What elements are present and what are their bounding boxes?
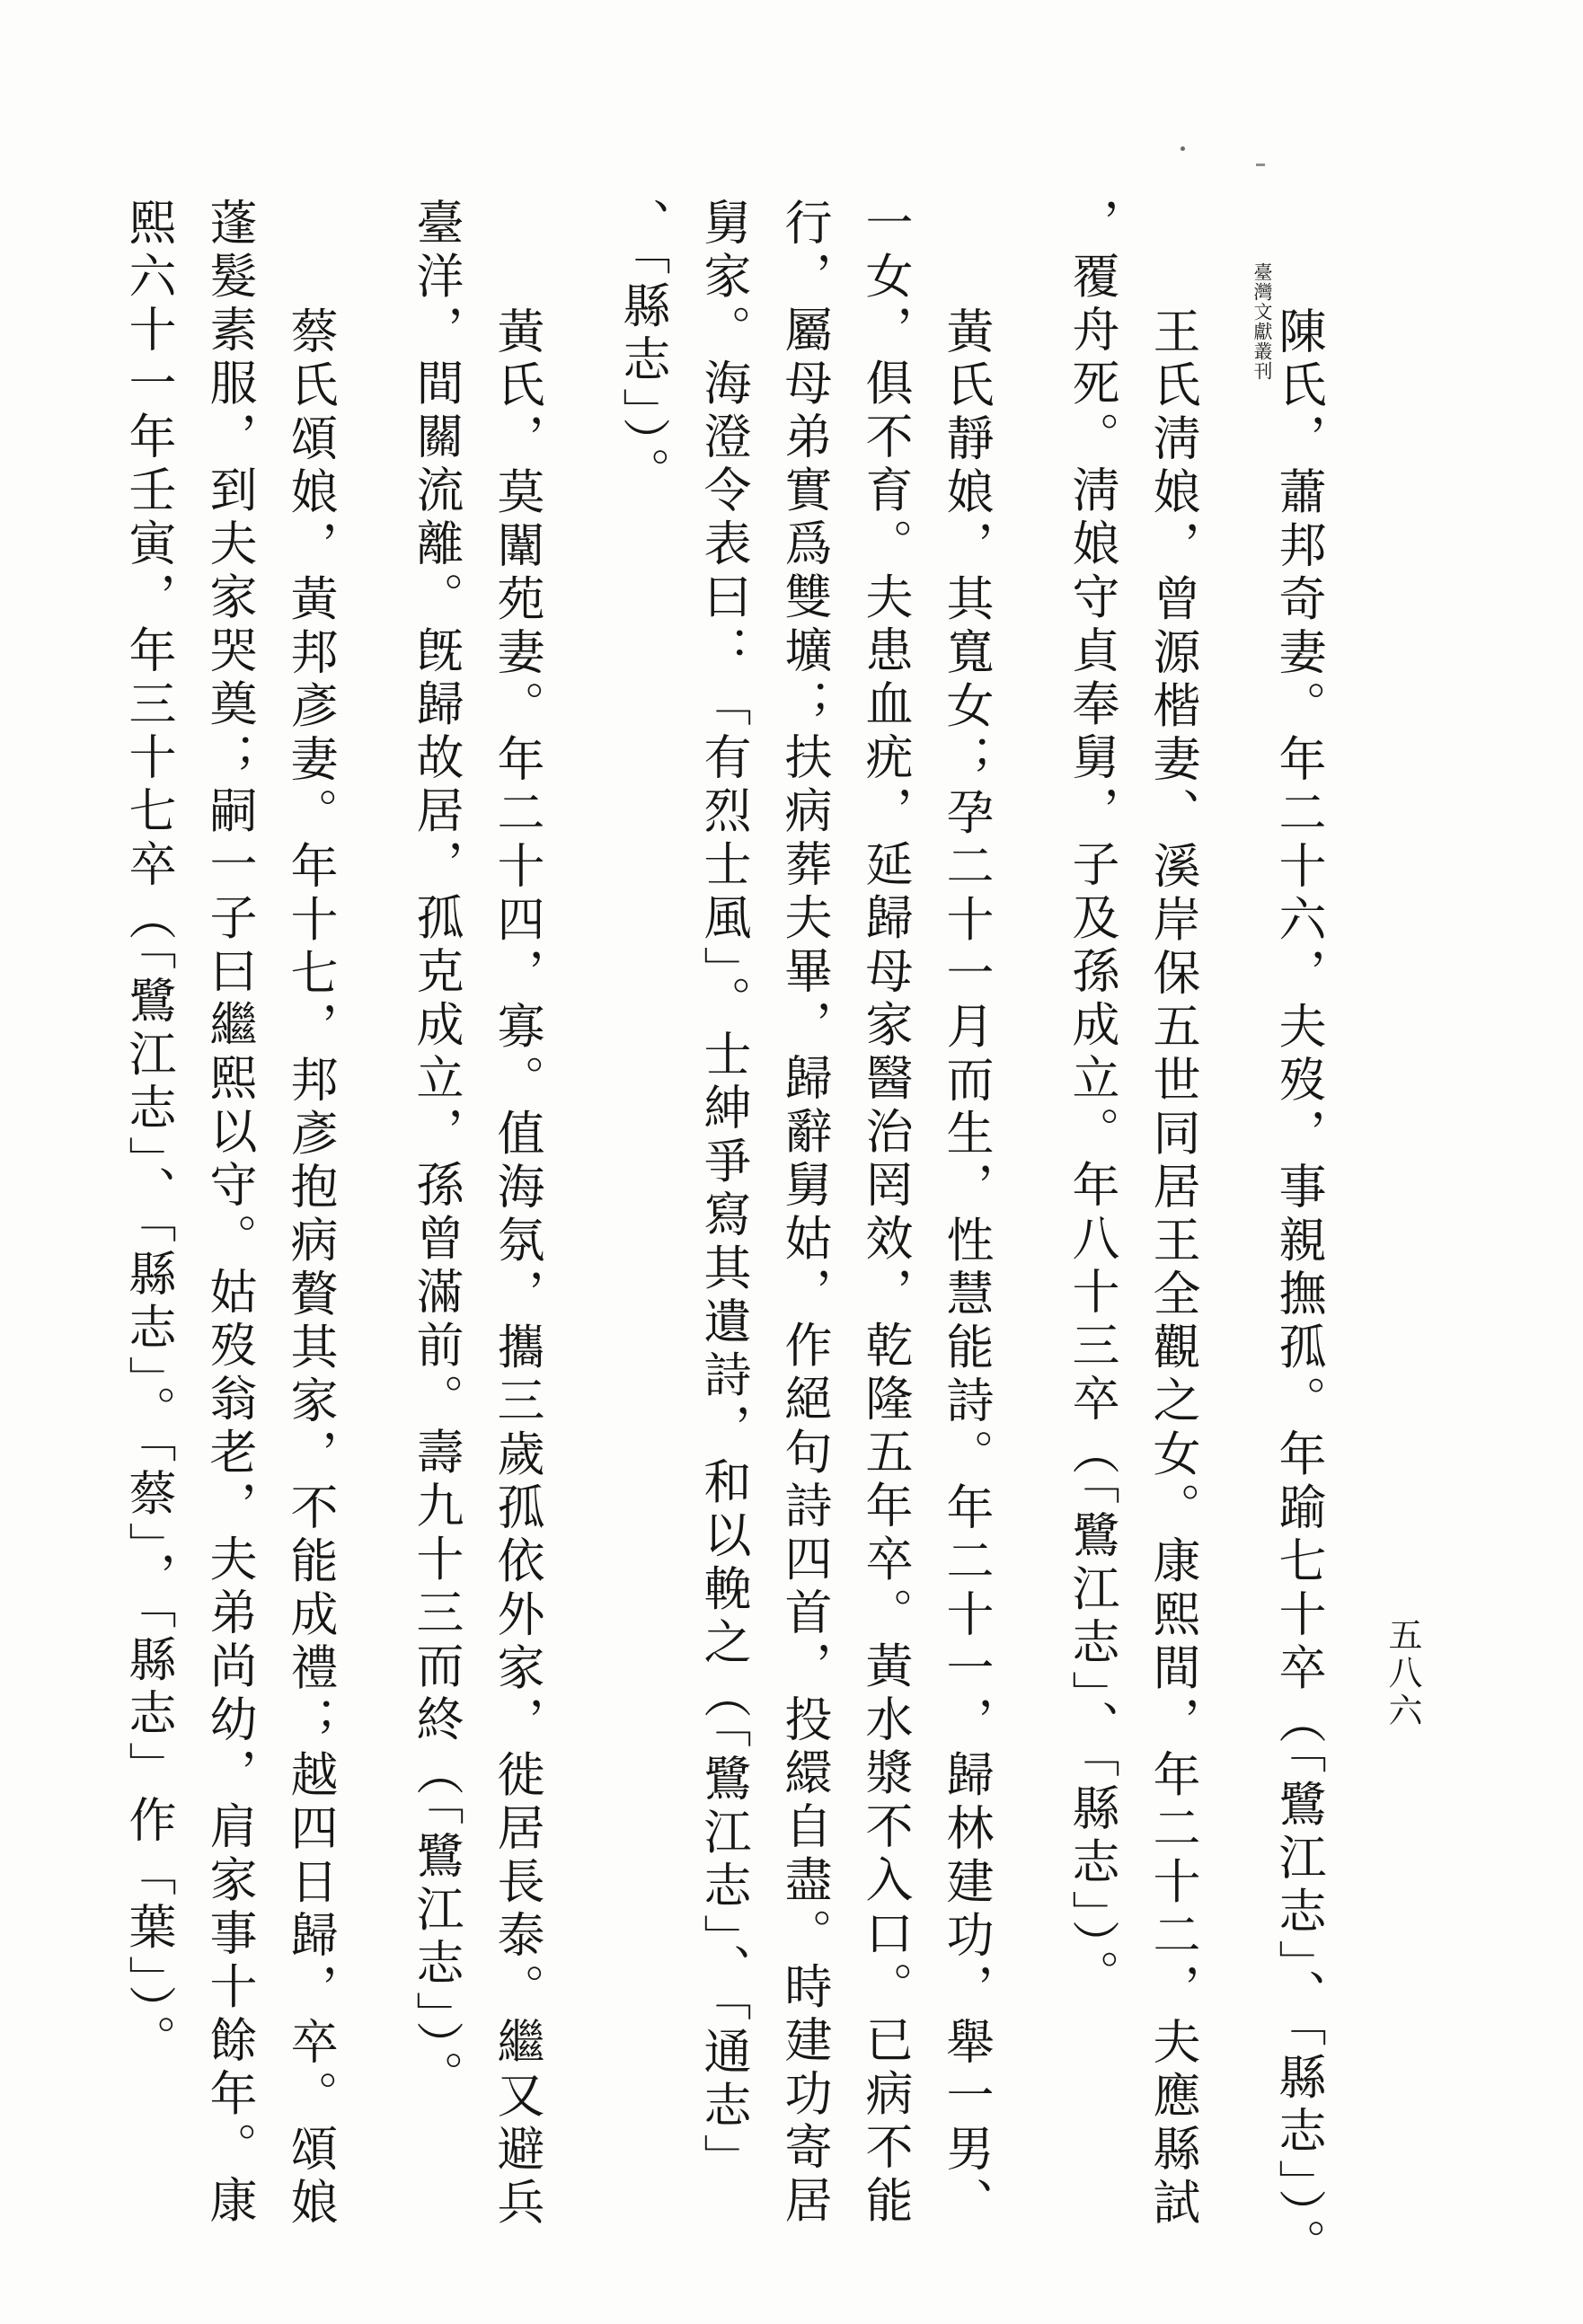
text-column-huang-cont-4: 、「縣志」）。 — [615, 198, 670, 500]
text-column-wang-shi: 王氏淸娘，曾源楷妻、溪岸保五世同居王全觀之女。康熙間，年二十二，夫應縣試 — [1145, 306, 1200, 2231]
text-column-huang-cont-2: 行，屬母弟實爲雙壙；扶病葬夫畢，歸辭舅姑，作絕句詩四首，投繯自盡。時建功寄居 — [777, 198, 832, 2229]
vertical-text-block — [108, 198, 1339, 2272]
text-column-huang-shi-cont: 臺洋，間關流離。旣歸故居，孤克成立，孫曾滿前。壽九十三而終（「鷺江志」）。 — [409, 198, 464, 2104]
text-column-huang-cont-1: 一女，俱不育。夫患血疣，延歸母家醫治罔效，乾隆五年卒。黃水漿不入口。已病不能 — [858, 198, 913, 2229]
page-number: 五八六 — [1383, 1617, 1422, 1730]
scan-speck-dash — [1256, 163, 1265, 166]
text-column-cai-cont-1: 蓬髮素服，到夫家哭奠；嗣一子曰繼熙以守。姑歿翁老，夫弟尚幼，肩家事十餘年。康 — [202, 198, 257, 2229]
text-column-huang-shi: 黃氏，莫闈苑妻。年二十四，寡。值海氛，攜三歲孤依外家，徙居長泰。繼又避兵 — [490, 306, 544, 2231]
scan-speck-dot — [1181, 146, 1185, 151]
text-column-wang-shi-cont: ，覆舟死。淸娘守貞奉舅，子及孫成立。年八十三卒（「鷺江志」、「縣志」）。 — [1065, 198, 1119, 2003]
series-running-head: 臺灣文獻叢刊 — [1251, 262, 1273, 381]
text-column-huang-jingniang: 黃氏靜娘，其寬女；孕二十一月而生，性慧能詩。年二十一，歸林建功，舉一男、 — [939, 306, 994, 2231]
text-column-cai-cont-2: 熙六十一年壬寅，年三十七卒（「鷺江志」、「縣志」。「蔡」，「縣志」作「葉」）。 — [121, 198, 176, 2068]
text-column-cai-songniang: 蔡氏頌娘，黃邦彥妻。年十七，邦彥抱病贅其家，不能成禮；越四日歸，卒。頌娘 — [283, 306, 338, 2231]
text-column-chen-shi: 陳氏，蕭邦奇妻。年二十六，夫歿，事親撫孤。年踰七十卒（「鷺江志」、「縣志」）。 — [1271, 306, 1326, 2272]
text-column-huang-cont-3: 舅家。海澄令表曰：「有烈士風」。士紳爭寫其遺詩，和以輓之（「鷺江志」、「通志」 — [696, 198, 751, 2187]
